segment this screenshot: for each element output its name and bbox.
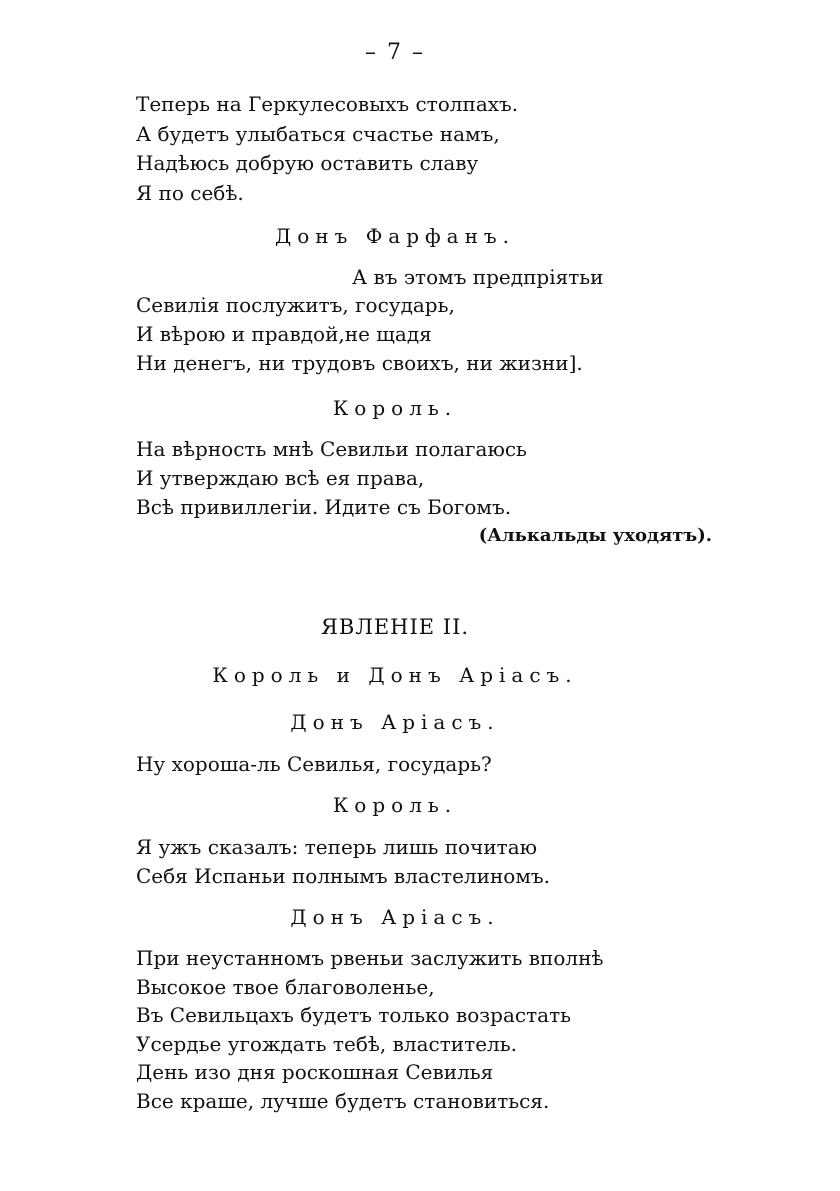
- stage-direction: (Алькальды уходятъ).: [478, 525, 712, 546]
- verse-line: И вѣрою и правдой,не щадя: [136, 322, 432, 346]
- speaker-name: Донъ Аріасъ.: [290, 710, 500, 734]
- verse-line: Ну хороша-ль Севилья, государь?: [136, 752, 492, 776]
- page-number: – 7 –: [365, 40, 425, 65]
- verse-line: Севилія послужитъ, государь,: [136, 293, 455, 317]
- verse-line: Высокое твое благоволенье,: [136, 975, 435, 999]
- speaker-name: Король.: [332, 396, 458, 420]
- verse-line: Себя Испаньи полнымъ властелиномъ.: [136, 864, 550, 888]
- verse-line: Въ Севильцахъ будетъ только возрастать: [136, 1003, 572, 1027]
- verse-line: Ни денегъ, ни трудовъ своихъ, ни жизни].: [136, 351, 583, 375]
- verse-line: День изо дня роскошная Севилья: [136, 1060, 494, 1084]
- verse-line: Я ужъ сказалъ: теперь лишь почитаю: [136, 835, 538, 859]
- speaker-name: Донъ Аріасъ.: [290, 905, 500, 929]
- verse-line: Все краше, лучше будетъ становиться.: [136, 1089, 550, 1113]
- speaker-name: Донъ Фарфанъ.: [274, 224, 516, 248]
- verse-line: Усердье угождать тебѣ, властитель.: [136, 1032, 517, 1056]
- verse-line: Теперь на Геркулесовыхъ столпахъ.: [136, 92, 519, 116]
- scene-title: ЯВЛЕНІЕ II.: [320, 615, 470, 639]
- verse-line: При неустанномъ рвеньи заслужить вполнѣ: [136, 946, 604, 970]
- verse-line: Надѣюсь добрую оставить славу: [136, 151, 479, 175]
- verse-line: Я по себѣ.: [136, 181, 244, 205]
- verse-line: Всѣ привиллегіи. Идите съ Богомъ.: [136, 495, 512, 519]
- verse-line: И утверждаю всѣ ея права,: [136, 466, 425, 490]
- verse-line: А въ этомъ предпріятьи: [352, 265, 604, 289]
- speaker-name: Король.: [332, 793, 458, 817]
- scene-characters: Король и Донъ Аріасъ.: [212, 663, 578, 687]
- verse-line: На вѣрность мнѣ Севильи полагаюсь: [136, 437, 527, 461]
- verse-line: А будетъ улыбаться счастье намъ,: [136, 122, 500, 146]
